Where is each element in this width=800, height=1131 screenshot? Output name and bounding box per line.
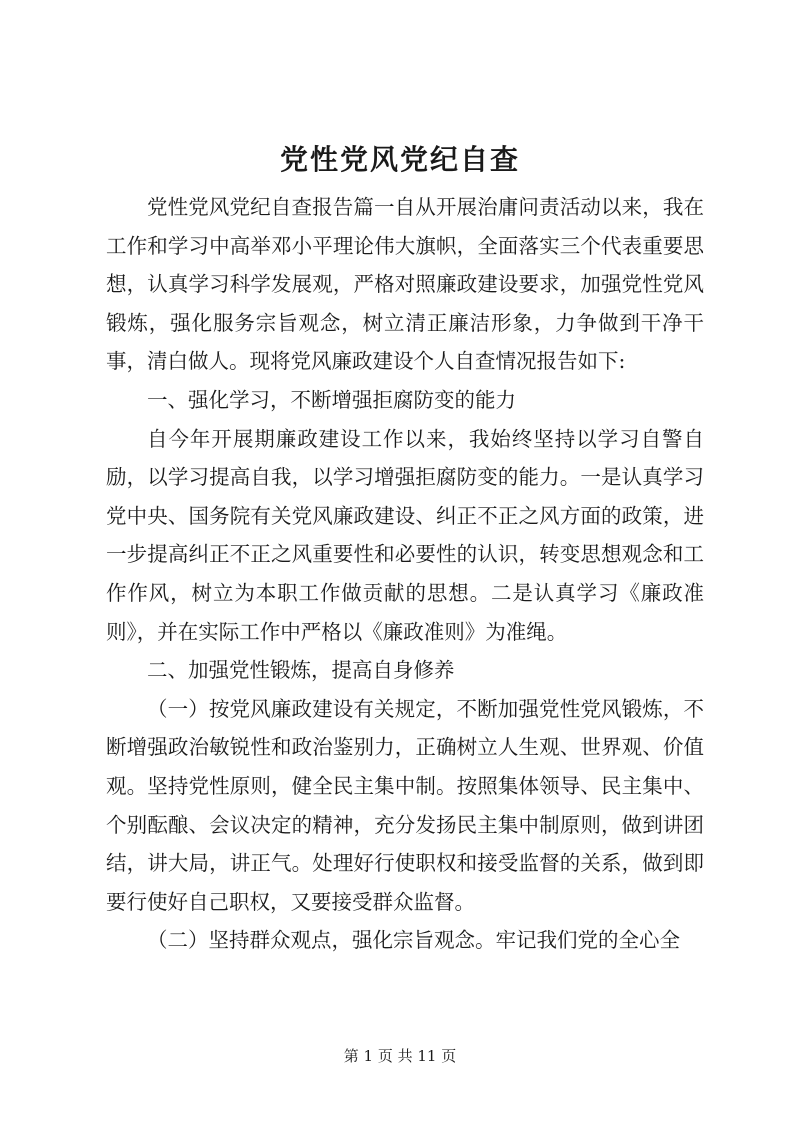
document-body <box>106 188 704 960</box>
section-heading-1: 一、强化学习，不断增强拒腐防变的能力 <box>147 387 516 412</box>
paragraph-item-1: （一）按党风廉政建设有关规定，不断加强党性党风锻炼，不断增强政治敏锐性和政治鉴别力，正确树立人生观、世界观、价值观。坚持党性原则，健全民主集中制。按照集体领导、民主集中、个别酝酿、会议决定的精神，充分发扬民主集中制原则，做到讲团结，讲大局，讲正气。处理好行使职权和接受监督的关系，做到即要行使好自己职权，又要接受群众监督。 <box>106 696 704 914</box>
page-title: 党性党风党纪自查 <box>279 143 520 176</box>
page-footer: 第 1 页 共 11 页 <box>343 1047 457 1065</box>
paragraph-intro: 党性党风党纪自查报告篇一自从开展治庸问责活动以来，我在工作和学习中高举邓小平理论伟大旗帜，全面落实三个代表重要思想，认真学习科学发展观，严格对照廉政建设要求，加强党性党风锻炼，强化服务宗旨观念，树立清正廉洁形象，力争做到干净干事，清白做人。现将党风廉政建设个人自查情况报告如下: <box>106 195 704 374</box>
section-heading-2: 二、加强党性锻炼，提高自身修养 <box>147 658 455 683</box>
paragraph-item-2: （二）坚持群众观点，强化宗旨观念。牢记我们党的全心全 <box>147 928 680 953</box>
paragraph-study: 自今年开展期廉政建设工作以来，我始终坚持以学习自警自励，以学习提高自我，以学习增强拒腐防变的能力。一是认真学习党中央、国务院有关党风廉政建设、纠正不正之风方面的政策，进一步提高纠正不正之风重要性和必要性的认识，转变思想观念和工作作风，树立为本职工作做贡献的思想。二是认真学习《廉政准则》，并在实际工作中严格以《廉政准则》为准绳。 <box>106 426 704 644</box>
